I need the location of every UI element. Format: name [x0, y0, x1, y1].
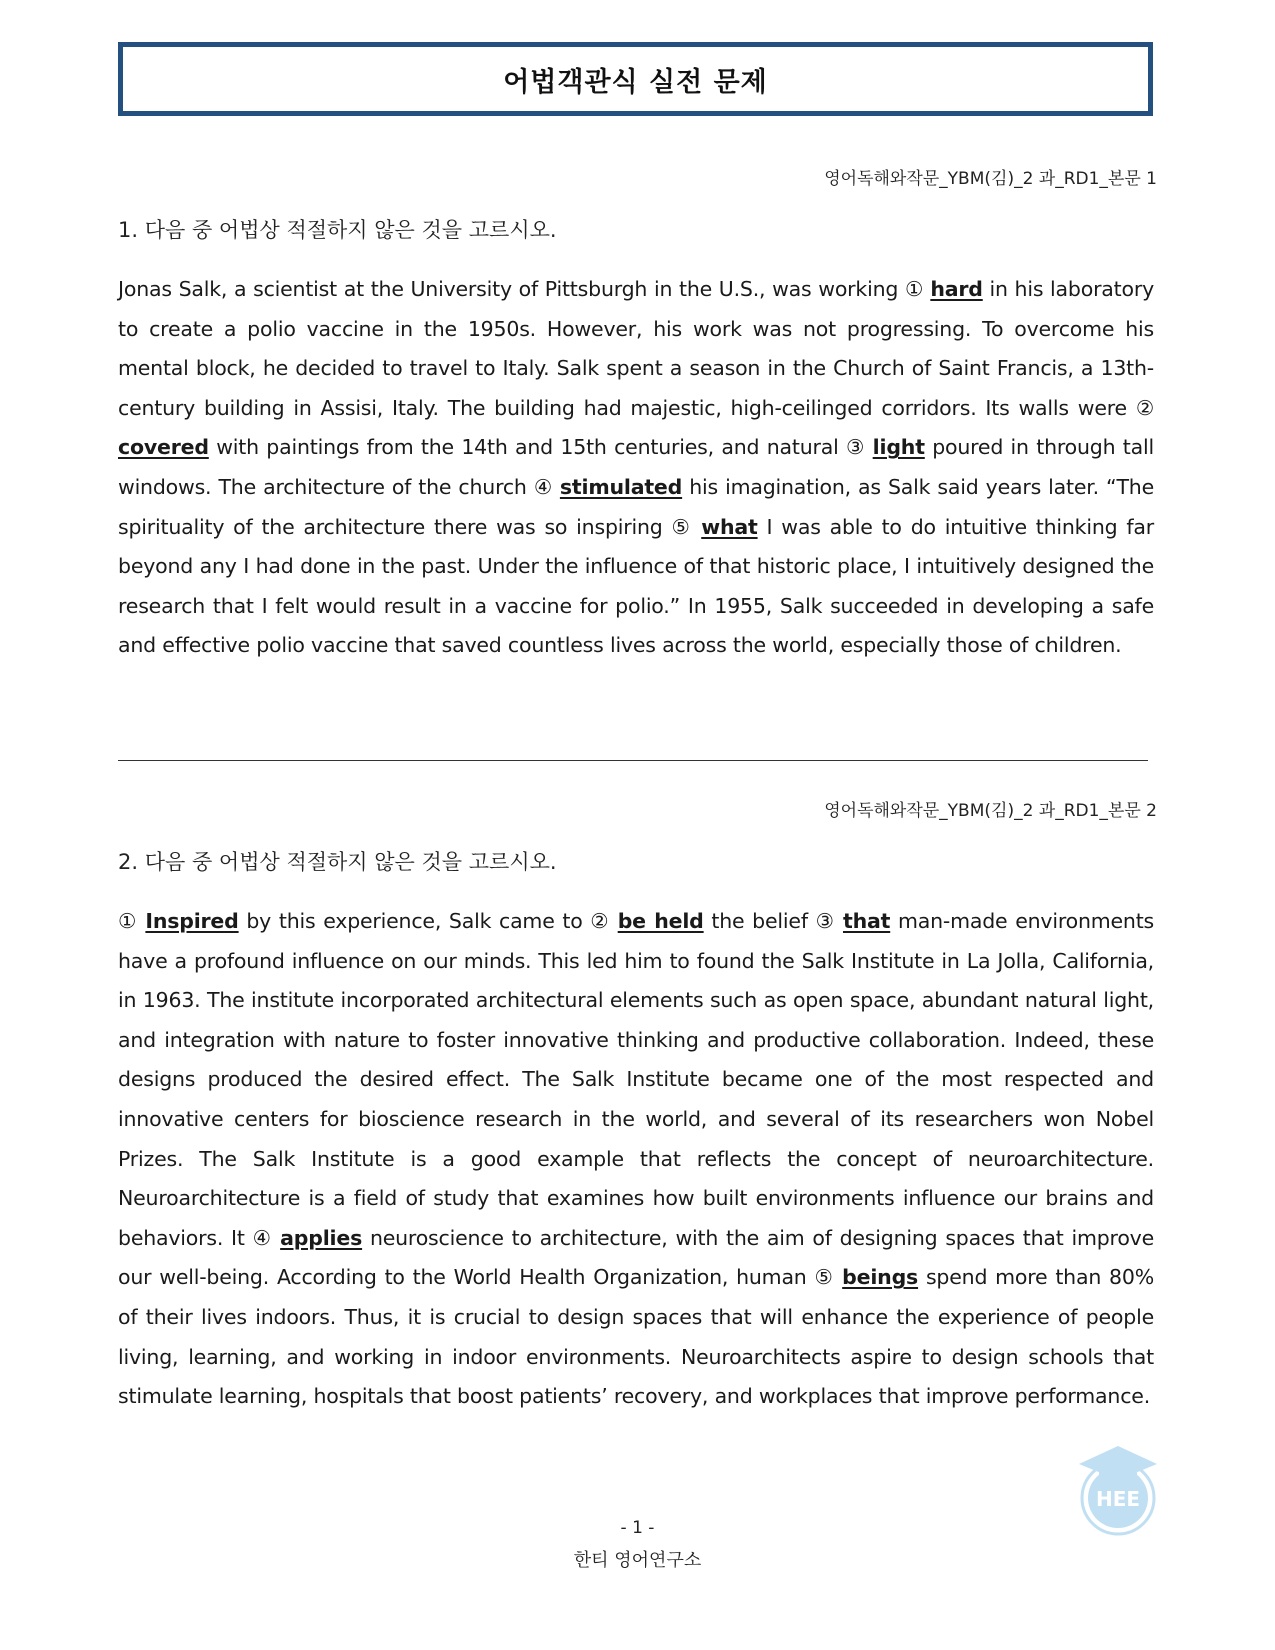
q1-question: 1. 다음 중 어법상 적절하지 않은 것을 고르시오.: [118, 218, 557, 242]
q2-choice-4-word: applies: [280, 1225, 363, 1250]
q1-text-4: his imagination, as Salk said years later. “The spirituality of the architecture there was so inspiring: [118, 474, 1154, 539]
q2-text-4: neuroscience to architecture, with the aim of designing spaces that improve our well-being. According to the World Health Organization, human: [118, 1225, 1155, 1290]
q2-text-5: spend more than 80% of their lives indoors. Thus, it is crucial to design spaces that will enhance the experience of people living, learning, and working in indoor environments. Neuroarchitects aspire to design schools that stimulate learning, hospitals that boost patients’ recovery, and workplaces that improve performance.: [118, 1265, 1154, 1409]
q2-question: 2. 다음 중 어법상 적절하지 않은 것을 고르시오.: [118, 850, 557, 874]
q2-choice-2-word: be held: [617, 909, 704, 933]
q1-choice-1-word: hard: [930, 277, 983, 301]
q2-choice-3-word: that: [842, 909, 891, 933]
logo-text: HEE: [1095, 1487, 1141, 1511]
q2-passage: [118, 902, 1154, 1417]
q2-choice-5-word: beings: [842, 1265, 919, 1290]
q2-choice-5-number: ⑤: [814, 1265, 835, 1290]
q2-choice-1-word: Inspired: [145, 909, 239, 933]
q2-choice-4-number: ④: [252, 1225, 273, 1250]
title-box: [118, 42, 1153, 116]
q1-choice-2-number: ②: [1135, 395, 1154, 420]
q1-choice-4-number: ④: [533, 474, 553, 499]
q2-source: 영어독해와작문_YBM(김)_2 과_RD1_본문 2: [824, 801, 1157, 821]
section-divider: [118, 760, 1148, 761]
q1-choice-1-number: ①: [904, 277, 924, 301]
q2-choice-2-number: ②: [590, 909, 610, 933]
q2-text-3: man-made environments have a profound influence on our minds. This led him to found the Salk Institute in La Jolla, California, in 1963. The institute incorporated architectural elements such as open space, abundant natural light, and integration with nature to foster innovative thinking and productive collaboration. Indeed, these designs produced the desired effect. The Salk Institute became one of the most respected and innovative centers for bioscience research in the world, and several of its researchers won Nobel Prizes. The Salk Institute is a good example that reflects the concept of neuroarchitecture. Neuroarchitecture is a field of study that examines how built environments influence our brains and behaviors. It: [118, 909, 1155, 1250]
page-title: 어법객관식 실전 문제: [503, 66, 768, 98]
q1-choice-3-number: ③: [846, 435, 866, 460]
q1-text-5: I was able to do intuitive thinking far beyond any I had done in the past. Under the influence of that historic place, I intuitively designed the research that I felt would result in a vaccine for polio.” In 1955, Salk succeeded in developing a safe and effective polio vaccine that saved countless lives across the world, especially those of children.: [118, 514, 1154, 658]
q1-choice-5-number: ⑤: [671, 514, 693, 539]
q2-choice-3-number: ③: [815, 909, 836, 933]
q1-text-1: in his laboratory to create a polio vaccine in the 1950s. However, his work was not progressing. To overcome his mental block, he decided to travel to Italy. Salk spent a season in the Church of Saint Francis, a 13th-century building in Assisi, Italy. The building had majestic, high-ceilinged corridors. Its walls were: [118, 277, 1155, 420]
q2-text-1: by this experience, Salk came to: [238, 909, 591, 933]
q1-passage: [118, 270, 1154, 666]
q1-text-0: Jonas Salk, a scientist at the University of Pittsburgh in the U.S., was working: [118, 277, 905, 301]
q1-choice-5-word: what: [701, 514, 758, 539]
q2-text-2: the belief: [703, 909, 816, 933]
page-number: - 1 -: [620, 1518, 655, 1538]
q1-source: 영어독해와작문_YBM(김)_2 과_RD1_본문 1: [824, 169, 1157, 189]
q2-choice-1-number: ①: [118, 909, 138, 933]
footer-organization: 한티 영어연구소: [573, 1550, 702, 1571]
q1-text-2: with paintings from the 14th and 15th centuries, and natural: [208, 435, 846, 460]
q1-choice-3-word: light: [872, 435, 925, 460]
q1-text-3: poured in through tall windows. The architecture of the church: [118, 435, 1154, 499]
q1-choice-2-word: covered: [118, 435, 209, 460]
q1-choice-4-word: stimulated: [559, 474, 683, 499]
